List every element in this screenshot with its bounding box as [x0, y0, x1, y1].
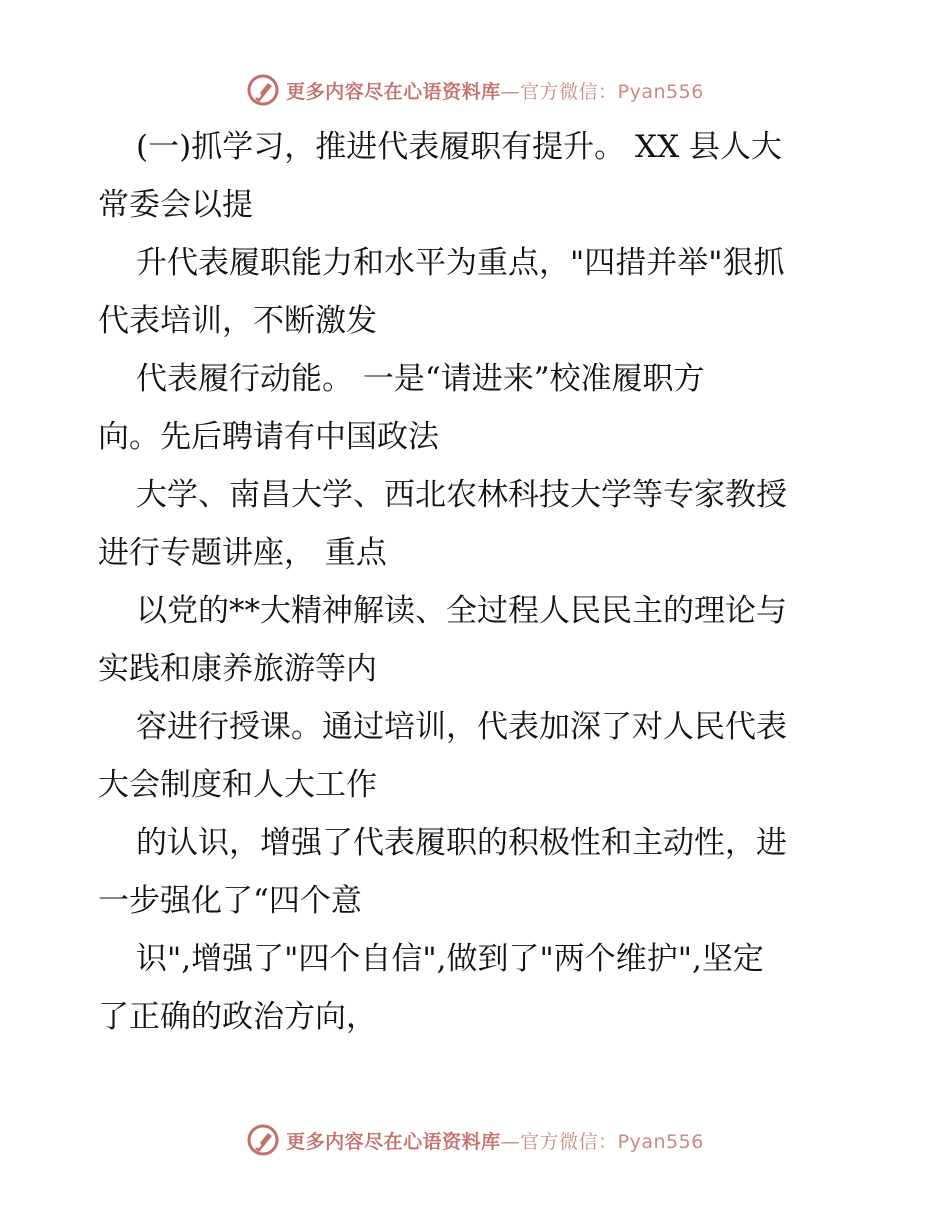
document-body: [98, 118, 858, 1046]
header-banner-text: 更多内容尽在心语资料库—官方微信：Pyan556: [286, 80, 704, 103]
footer-banner: [0, 1120, 950, 1160]
text-line: 的认识，增强了代表履职的积极性和主动性，进: [136, 825, 787, 861]
header-banner: [0, 70, 950, 110]
text-line: 升代表履职能力和水平为重点，"四措并举"狠抓: [136, 245, 785, 281]
pen-circle-logo-icon: [246, 73, 280, 107]
text-line: 一步强化了“四个意: [98, 883, 362, 919]
text-line: 代表培训，不断激发: [98, 303, 377, 339]
text-line: 容进行授课。通过培训，代表加深了对人民代表: [136, 709, 787, 745]
text-line: 识",增强了"四个自信",做到了"两个维护",坚定: [136, 941, 764, 977]
text-line: 大会制度和人大工作: [98, 767, 377, 803]
text-line: 了正确的政治方向，: [98, 999, 377, 1035]
text-line: 大学、南昌大学、西北农林科技大学等专家教授: [136, 477, 787, 513]
text-line: 常委会以提: [98, 187, 253, 223]
text-line: (一)抓学习，推进代表履职有提升。 XX 县人大: [136, 129, 783, 165]
text-line: 进行专题讲座， 重点: [98, 535, 387, 571]
text-line: 向。先后聘请有中国政法: [98, 419, 439, 455]
text-line: 以党的**大精神解读、全过程人民民主的理论与: [136, 593, 787, 629]
text-line: 代表履行动能。 一是“请进来”校准履职方: [136, 361, 705, 397]
pen-circle-logo-icon: [246, 1123, 280, 1157]
footer-banner-text: 更多内容尽在心语资料库—官方微信：Pyan556: [286, 1130, 704, 1153]
text-line: 实践和康养旅游等内: [98, 651, 377, 687]
